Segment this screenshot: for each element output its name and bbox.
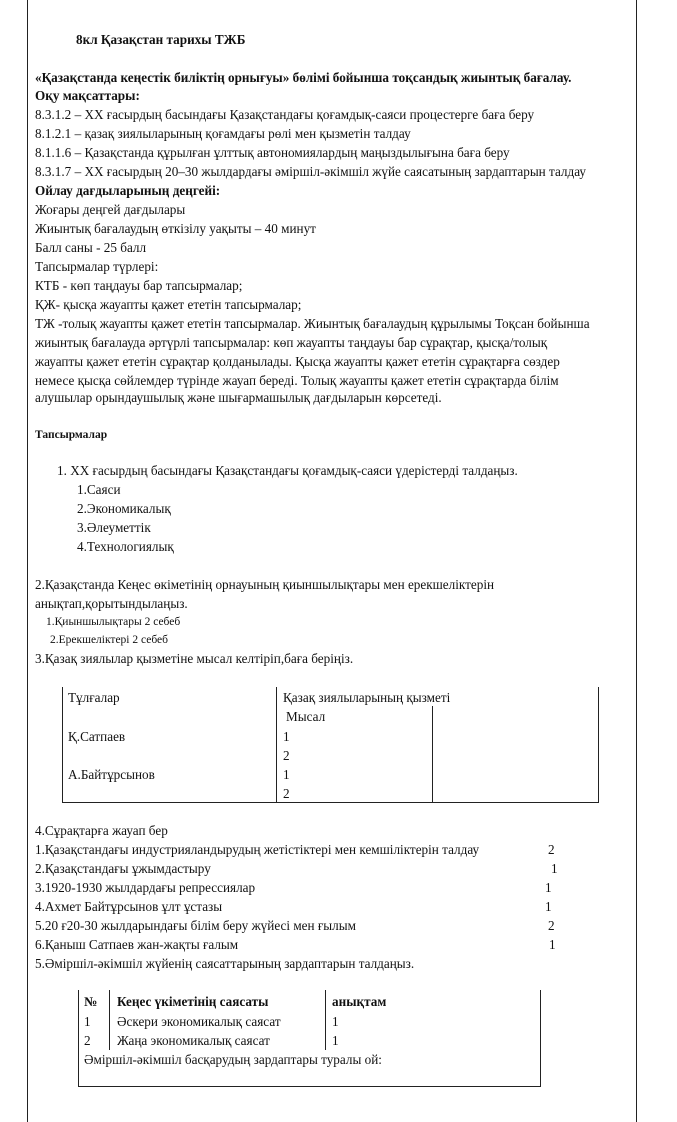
table-header-persons: Тұлғалар bbox=[68, 690, 120, 705]
task4-item: 3.1920-1930 жылдардағы репрессиялар bbox=[35, 880, 256, 895]
thinking-line: жиынтық бағалауда әртүрлі тапсырмалар: көп жауапты таңдауы бар сұрақтар, қысқа/толық bbox=[35, 335, 548, 350]
task1-option: 1.Саяси bbox=[77, 482, 121, 497]
thinking-line: КТБ - көп таңдауы бар тапсырмалар; bbox=[35, 278, 243, 293]
task1-option: 2.Экономикалық bbox=[77, 501, 171, 516]
objective-item: 8.3.1.2 – ХХ ғасырдың басындағы Қазақстандағы қоғамдық-саяси процестерге баға беру bbox=[35, 107, 535, 122]
policy-table-header-definition: анықтам bbox=[332, 994, 387, 1009]
objective-item: 8.1.2.1 – қазақ зиялыларының қоғамдағы рөлі мен қызметін талдау bbox=[35, 126, 411, 141]
task4-item: 4.Ахмет Байтұрсынов ұлт ұстазы bbox=[35, 899, 223, 914]
document-title: 8кл Қазақстан тарихы ТЖБ bbox=[76, 32, 246, 47]
table-row-num: 1 bbox=[283, 729, 290, 744]
document-subtitle: «Қазақстанда кеңестік биліктің орнығуы» бөлімі бойынша тоқсандық жиынтық бағалау. bbox=[35, 70, 572, 85]
task4-item-score: 2 bbox=[548, 918, 555, 933]
policy-row-value: 1 bbox=[332, 1033, 339, 1048]
left-margin-line bbox=[27, 0, 28, 1122]
table-row-person: Қ.Сатпаев bbox=[68, 729, 126, 744]
table-row-num: 2 bbox=[283, 786, 290, 801]
thinking-line: Жиынтық бағалаудың өткізілу уақыты – 40 минут bbox=[35, 221, 316, 236]
objectives-heading: Оқу мақсаттары: bbox=[35, 88, 140, 103]
policy-row-num: 1 bbox=[84, 1014, 91, 1029]
objective-item: 8.1.1.6 – Қазақстанда құрылған ұлттық автономиялардың маңыздылығына баға беру bbox=[35, 145, 510, 160]
task2-sub-item: 1.Қиыншылықтары 2 себеб bbox=[46, 616, 181, 628]
thinking-line: Тапсырмалар түрлері: bbox=[35, 259, 159, 274]
policy-table-footer: Әміршіл-әкімшіл басқарудың зардаптары туралы ой: bbox=[84, 1052, 382, 1067]
task5-question: 5.Әміршіл-әкімшіл жүйенің саясаттарының зардаптарын талдаңыз. bbox=[35, 956, 415, 971]
table-subheader-example: Мысал bbox=[286, 709, 326, 724]
table-header-activity: Қазақ зиялыларының қызметі bbox=[283, 690, 451, 705]
task2-question: 2.Қазақстанда Кеңес өкіметінің орнауының қиыншылықтары мен ерекшеліктерін bbox=[35, 577, 495, 592]
task1-question: 1. ХХ ғасырдың басындағы Қазақстандағы қоғамдық-саяси үдерістерді талдаңыз. bbox=[57, 463, 518, 478]
task4-item-score: 1 bbox=[545, 899, 552, 914]
policy-row-value: 1 bbox=[332, 1014, 339, 1029]
task4-item: 5.20 ғ20-30 жылдарындағы білім беру жүйесі мен ғылым bbox=[35, 918, 356, 933]
task3-question: 3.Қазақ зиялылар қызметіне мысал келтіріп,баға беріңіз. bbox=[35, 651, 354, 666]
task1-option: 3.Әлеуметтік bbox=[77, 520, 151, 535]
tasks-heading: Тапсырмалар bbox=[35, 429, 108, 441]
right-margin-line bbox=[636, 0, 637, 1122]
thinking-line: жауапты қажет ететін сұрақтар қолданылады. Қысқа жауапты қажет ететін сұрақтарға сөздер bbox=[35, 354, 560, 369]
table-row-num: 2 bbox=[283, 748, 290, 763]
thinking-line: немесе қысқа сөйлемдер түрінде жауап береді. Толық жауапты қажет ететін сұрақтарда білім bbox=[35, 373, 559, 388]
thinking-line: алушылар орындаушылық және шығармашылық дағдыларын көрсетеді. bbox=[35, 390, 442, 405]
thinking-line: ҚЖ- қысқа жауапты қажет ететін тапсырмалар; bbox=[35, 297, 302, 312]
table-row-num: 1 bbox=[283, 767, 290, 782]
task4-item-score: 2 bbox=[548, 842, 555, 857]
objective-item: 8.3.1.7 – ХХ ғасырдың 20–30 жылдардағы әміршіл-әкімшіл жүйе саясатының зардаптарын талдау bbox=[35, 164, 587, 179]
policy-row-policy: Әскери экономикалық саясат bbox=[117, 1014, 281, 1029]
thinking-line: Жоғары деңгей дағдылары bbox=[35, 202, 186, 217]
task2-question-cont: анықтап,қорытындылаңыз. bbox=[35, 596, 188, 611]
policy-row-policy: Жаңа экономикалық саясат bbox=[117, 1033, 270, 1048]
policy-table-header-num: № bbox=[84, 994, 98, 1009]
task1-option: 4.Технологиялық bbox=[77, 539, 174, 554]
table-row-person: А.Байтұрсынов bbox=[68, 767, 155, 782]
task4-item: 2.Қазақстандағы ұжымдастыру bbox=[35, 861, 211, 876]
task4-item-score: 1 bbox=[549, 937, 556, 952]
task4-item-score: 1 bbox=[545, 880, 552, 895]
task2-sub-item: 2.Ерекшеліктері 2 себеб bbox=[50, 634, 168, 646]
thinking-line: ТЖ -толық жауапты қажет ететін тапсырмалар. Жиынтық бағалаудың құрылымы Тоқсан бойынша bbox=[35, 316, 590, 331]
task4-item: 1.Қазақстандағы индустрияландырудың жетістіктері мен кемшіліктерін талдау bbox=[35, 842, 480, 857]
policy-table-header-policy: Кеңес үкіметінің саясаты bbox=[117, 994, 269, 1009]
task4-heading: 4.Сұрақтарға жауап бер bbox=[35, 823, 168, 838]
thinking-line: Балл саны - 25 балл bbox=[35, 240, 147, 255]
task4-item: 6.Қаныш Сатпаев жан-жақты ғалым bbox=[35, 937, 239, 952]
policy-row-num: 2 bbox=[84, 1033, 91, 1048]
thinking-heading: Ойлау дағдыларының деңгейі: bbox=[35, 183, 221, 198]
task4-item-score: 1 bbox=[551, 861, 558, 876]
